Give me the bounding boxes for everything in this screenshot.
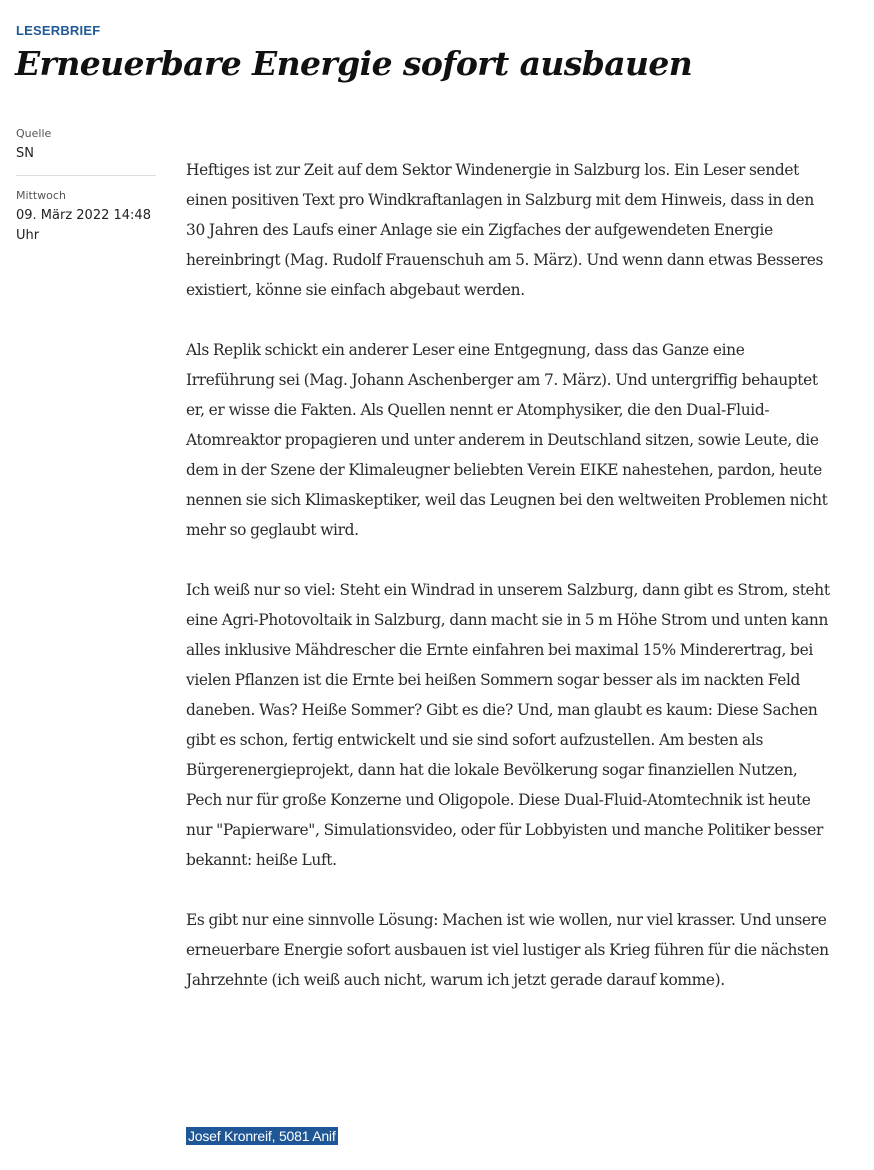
date-label: Mittwoch [16, 189, 66, 202]
source-value: SN [16, 146, 34, 161]
author-signature[interactable]: Josef Kronreif, 5081 Anif [188, 1128, 336, 1144]
article-title: Erneuerbare Energie sofort ausbauen [15, 44, 693, 83]
article-meta [16, 127, 156, 246]
article-kicker: LESERBRIEF [16, 23, 101, 38]
source-label: Quelle [16, 127, 52, 140]
article-paragraph: Als Replik schickt ein anderer Leser eine Entgegnung, dass das Ganze eine Irreführung sei (Mag. Johann Aschenberger am 7. März). Und untergriffig behauptet er, er wisse die Fakten. Als Quellen nennt er Atomphysiker, die den Dual-Fluid-Atomreaktor propagieren und unter anderem in Deutschland sitzen, sowie Leute, die dem in der Szene der Klimaleugner beliebten Verein EIKE nahestehen, pardon, heute nennen sie sich Klimaskeptiker, weil das Leugnen bei den weltweiten Problemen nicht mehr so geglaubt wird. [186, 341, 828, 539]
date-value: 09. März 2022 14:48 Uhr [16, 208, 151, 243]
article-paragraph: Ich weiß nur so viel: Steht ein Windrad in unserem Salzburg, dann gibt es Strom, steht eine Agri-Photovoltaik in Salzburg, dann macht sie in 5 m Höhe Strom und unten kann alles inklusive Mähdrescher die Ernte einfahren bei maximal 15% Minderertrag, bei vielen Pflanzen ist die Ernte bei heißen Sommern sogar besser als im nackten Feld daneben. Was? Heiße Sommer? Gibt es die? Und, man glaubt es kaum: Diese Sachen gibt es schon, fertig entwickelt und sie sind sofort aufzustellen. Am besten als Bürgerenergieprojekt, dann hat die lokale Bevölkerung sogar finanziellen Nutzen, Pech nur für große Konzerne und Oligopole. Diese Dual-Fluid-Atomtechnik ist heute nur "Papierware", Simulationsvideo, oder für Lobbyisten und manche Politiker besser bekannt: heiße Luft. [186, 581, 830, 869]
article-paragraph: Heftiges ist zur Zeit auf dem Sektor Windenergie in Salzburg los. Ein Leser sendet einen positiven Text pro Windkraftanlagen in Salzburg mit dem Hinweis, dass in den 30 Jahren des Laufs einer Anlage sie ein Zigfaches der aufgewendeten Energie hereinbringt (Mag. Rudolf Frauenschuh am 5. März). Und wenn dann etwas Besseres existiert, könne sie einfach abgebaut werden. [186, 161, 824, 299]
article-body [186, 155, 836, 1025]
article-paragraph: Es gibt nur eine sinnvolle Lösung: Machen ist wie wollen, nur viel krasser. Und unsere erneuerbare Energie sofort ausbauen ist viel lustiger als Krieg führen für die nächsten Jahrzehnte (ich weiß auch nicht, warum ich jetzt gerade darauf komme). [186, 911, 829, 989]
meta-divider [16, 175, 156, 176]
